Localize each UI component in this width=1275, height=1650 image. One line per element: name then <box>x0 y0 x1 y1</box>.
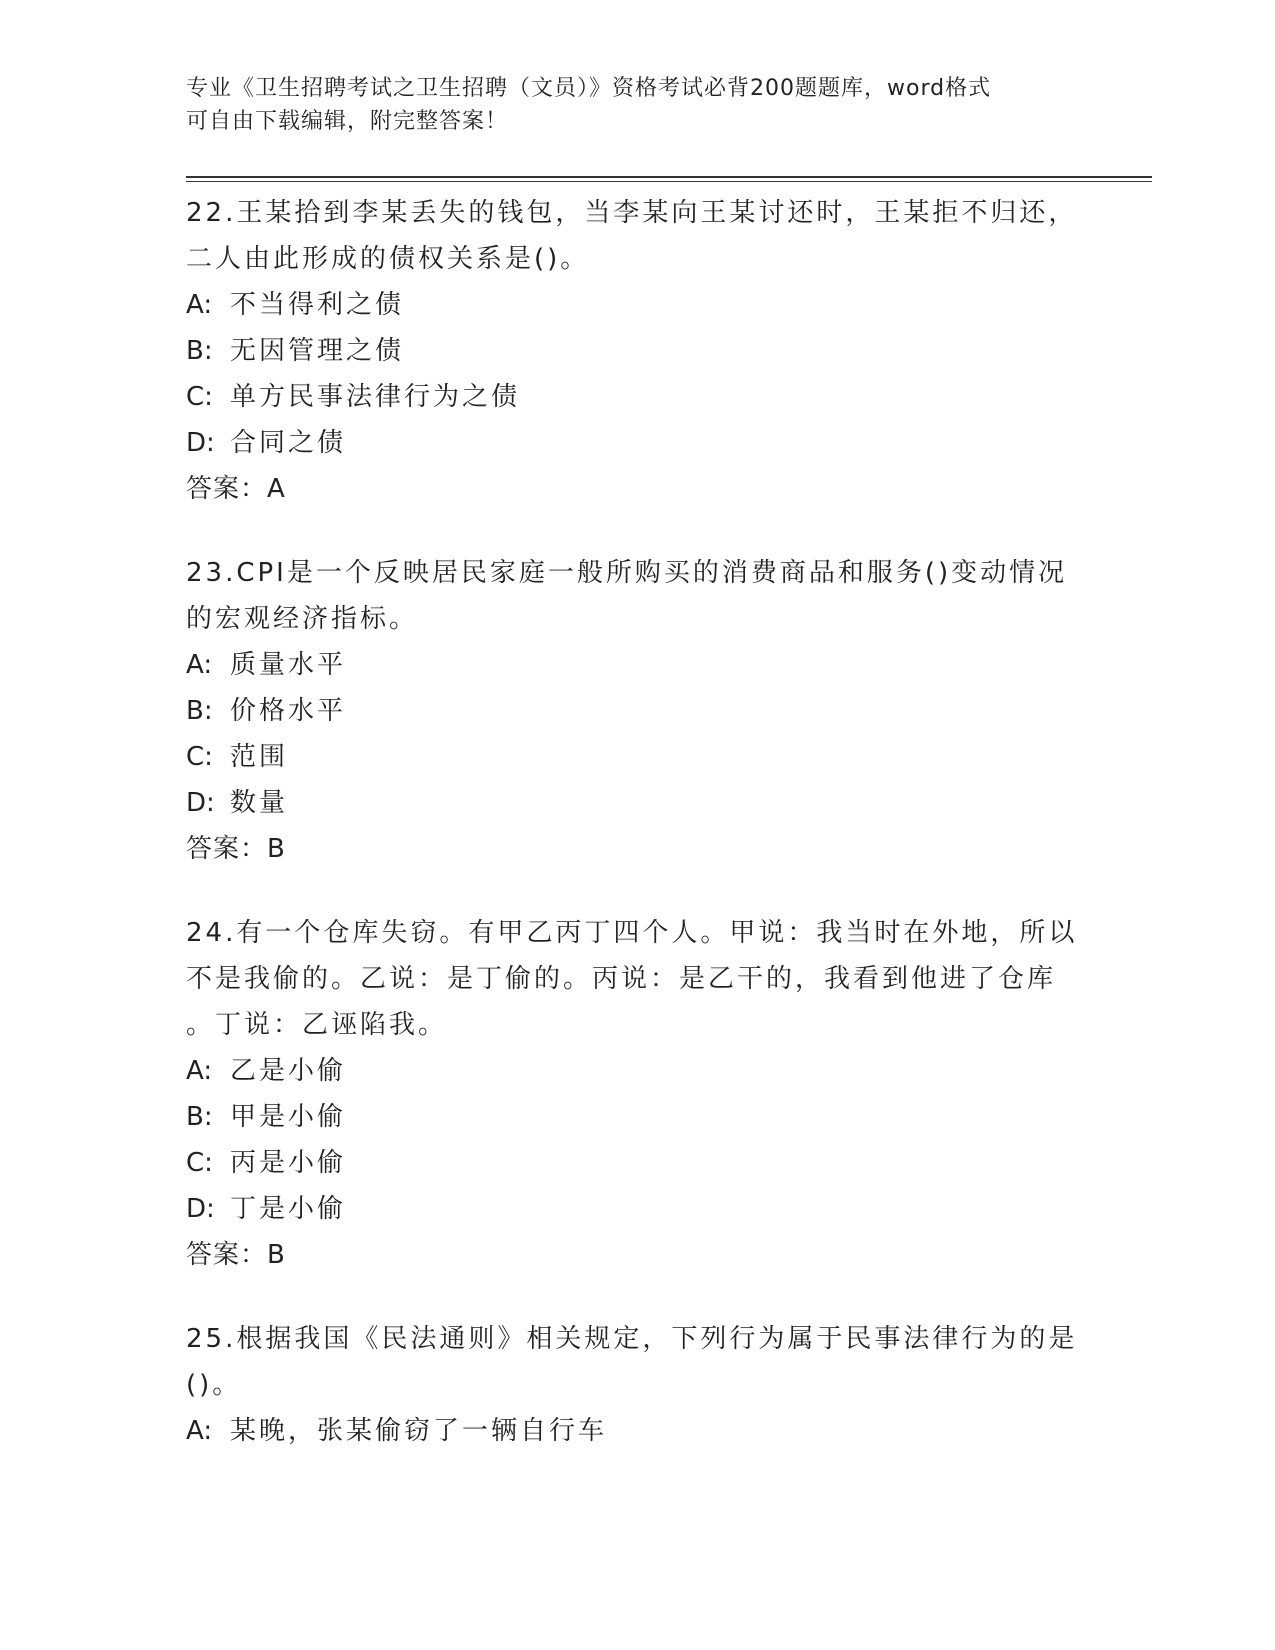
option-b <box>186 688 1086 734</box>
question-25 <box>186 1316 1086 1454</box>
header-rule-thin <box>186 181 1152 182</box>
option-key: C: <box>186 382 213 412</box>
option-text: 乙是小偷 <box>230 1056 347 1086</box>
option-d <box>186 1186 1086 1232</box>
document-header <box>186 72 1086 138</box>
option-key: C: <box>186 1148 213 1178</box>
option-d <box>186 780 1086 826</box>
question-24 <box>186 910 1086 1278</box>
option-c <box>186 374 1086 420</box>
question-line: 。丁说：乙诬陷我。 <box>186 1010 448 1040</box>
option-a <box>186 1408 1086 1454</box>
option-a <box>186 1048 1086 1094</box>
option-key: D: <box>186 428 215 458</box>
option-a <box>186 642 1086 688</box>
option-text: 丙是小偷 <box>230 1148 347 1178</box>
question-line: 23.CPI是一个反映居民家庭一般所购买的消费商品和服务()变动情况 <box>186 558 1068 588</box>
option-d <box>186 420 1086 466</box>
option-key: A: <box>186 650 213 680</box>
option-c <box>186 1140 1086 1186</box>
question-line: 22.王某拾到李某丢失的钱包，当李某向王某讨还时，王某拒不归还， <box>186 198 1078 228</box>
header-rule-thick <box>186 176 1152 178</box>
option-key: A: <box>186 290 213 320</box>
option-text: 不当得利之债 <box>230 290 405 320</box>
option-text: 无因管理之债 <box>230 336 405 366</box>
question-line: 24.有一个仓库失窃。有甲乙丙丁四个人。甲说：我当时在外地，所以 <box>186 918 1078 948</box>
question-line: 二人由此形成的债权关系是()。 <box>186 244 590 274</box>
option-text: 某晚，张某偷窃了一辆自行车 <box>230 1416 608 1446</box>
option-b <box>186 328 1086 374</box>
question-line: 25.根据我国《民法通则》相关规定，下列行为属于民事法律行为的是 <box>186 1324 1078 1354</box>
answer-line: 答案：B <box>186 1240 286 1270</box>
option-a <box>186 282 1086 328</box>
option-key: B: <box>186 336 213 366</box>
header-line-2: 可自由下载编辑，附完整答案！ <box>186 109 509 134</box>
question-22 <box>186 190 1086 512</box>
option-c <box>186 734 1086 780</box>
answer-line: 答案：B <box>186 834 286 864</box>
option-text: 丁是小偷 <box>230 1194 347 1224</box>
question-list <box>186 190 1086 1492</box>
option-text: 甲是小偷 <box>230 1102 347 1132</box>
question-23 <box>186 550 1086 872</box>
question-line: 的宏观经济指标。 <box>186 604 419 634</box>
option-b <box>186 1094 1086 1140</box>
option-key: C: <box>186 742 213 772</box>
option-text: 价格水平 <box>230 696 347 726</box>
question-line: ()。 <box>186 1370 242 1400</box>
option-text: 数量 <box>230 788 289 818</box>
option-text: 范围 <box>230 742 289 772</box>
option-key: A: <box>186 1416 213 1446</box>
option-key: B: <box>186 1102 213 1132</box>
option-text: 质量水平 <box>230 650 347 680</box>
option-key: D: <box>186 1194 215 1224</box>
option-text: 合同之债 <box>230 428 347 458</box>
header-line-1: 专业《卫生招聘考试之卫生招聘（文员）》资格考试必背200题题库，word格式 <box>186 76 992 101</box>
option-text: 单方民事法律行为之债 <box>230 382 521 412</box>
option-key: D: <box>186 788 215 818</box>
question-line: 不是我偷的。乙说：是丁偷的。丙说：是乙干的，我看到他进了仓库 <box>186 964 1057 994</box>
option-key: A: <box>186 1056 213 1086</box>
answer-line: 答案：A <box>186 474 286 504</box>
option-key: B: <box>186 696 213 726</box>
